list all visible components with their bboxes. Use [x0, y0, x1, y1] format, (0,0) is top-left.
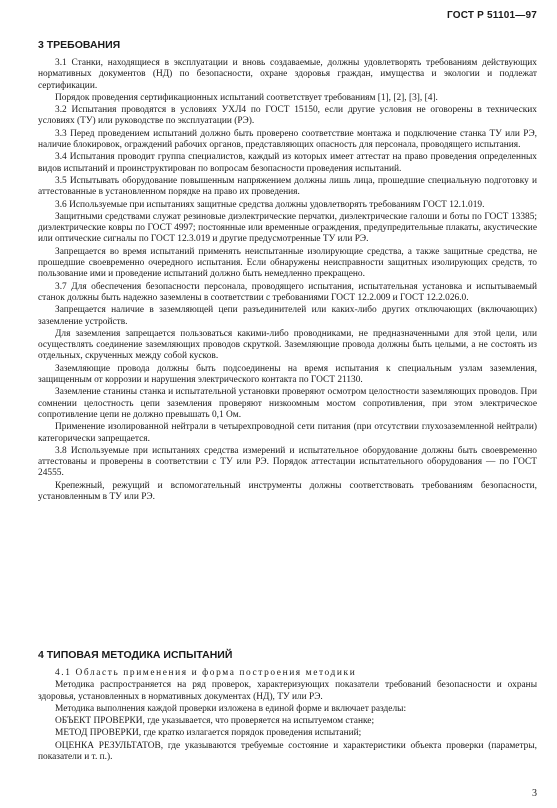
- section-3-title: 3 ТРЕБОВАНИЯ: [38, 39, 121, 51]
- paragraph-3-8-tools: Крепежный, режущий и вспомогательный инструменты должны соответствовать требованиям безопасности, установленным в ТУ или РЭ.: [38, 480, 537, 502]
- section-4-body: [38, 668, 537, 763]
- paragraph-3-7-grounding-wires: Заземляющие провода должны быть подсоединены на время испытания к специальным узлам заземления, защищенным от коррозии и нарушения электрического контакта по ГОСТ 21130.: [38, 363, 537, 386]
- paragraph-3-6-prohibition: Запрещается во время испытаний применять неиспытанные изолирующие средства, а также защитные средства, не прошедшие своевременно очередного испытания. Если обнаружены неисправности защитных изолирующих средств, то пользование ими и проведение испытаний должно быть немедленно прекращено.: [38, 246, 537, 280]
- paragraph-3-3: 3.3 Перед проведением испытаний должно быть проверено соответствие монтажа и подключение станка ТУ или РЭ, наличие блокировок, ограждений рабочих органов, представляющих опасность для персонала, проводящего испытания.: [38, 128, 537, 151]
- paragraph-4-1-form: Методика выполнения каждой проверки изложена в единой форме и включает разделы:: [55, 703, 407, 714]
- paragraph-4-1-object: ОБЪЕКТ ПРОВЕРКИ, где указывается, что проверяется на испытуемом станке;: [55, 716, 375, 727]
- section-3-body: [38, 58, 537, 503]
- paragraph-3-4: 3.4 Испытания проводит группа специалистов, каждый из которых имеет аттестат на право проведения определенных видов испытаний и проинструктирован по вопросам безопасности проведения испытаний.: [38, 152, 537, 174]
- paragraph-3-6-protective-means: Защитными средствами служат резиновые диэлектрические перчатки, диэлектрические галоши и боты по ГОСТ 13385; диэлектрические ковры по ГОСТ 4997; постоянные или временные ограждения, предупредительные плакаты, акустические или оптические сигналы по ГОСТ 12.3.019 и другие предусмотренные ТУ или РЭ.: [38, 211, 537, 245]
- document-header: ГОСТ Р 51101—97: [446, 10, 537, 21]
- paragraph-4-1-method: МЕТОД ПРОВЕРКИ, где кратко излагается порядок проведения испытаний;: [55, 728, 362, 739]
- paragraph-3-7-frame-grounding: Заземление станины станка и испытательной установки проверяют осмотром целостности заземляющих проводов. При сомнении целостность цепи заземления проверяют низкоомным мостом сопротивления, при этом электрическое сопротивление цепи не должно превышать 0,1 Ом.: [38, 387, 537, 420]
- paragraph-3-7: 3.7 Для обеспечения безопасности персонала, проводящего испытания, испытательная установка и испытываемый станок должны быть надежно заземлены в соответствии с требованиями ГОСТ 12.2.009 и ГОСТ 12.2.026.0.: [38, 281, 537, 303]
- paragraph-4-1-evaluation: ОЦЕНКА РЕЗУЛЬТАТОВ, где указываются требуемые состояние и характеристики объекта проверки (параметры, показатели и т. п.).: [38, 740, 537, 763]
- section-4-title: 4 ТИПОВАЯ МЕТОДИКА ИСПЫТАНИЙ: [38, 649, 233, 661]
- paragraph-3-1: 3.1 Станки, находящиеся в эксплуатации и вновь создаваемые, должны удовлетворять требованиям действующих нормативных документов (НД) по безопасности, охране здоровья граждан, имущества и экологии и подлежат сертификации.: [38, 58, 537, 91]
- paragraph-3-7-disconnectors: Запрещается наличие в заземляющей цепи разъединителей или каких-либо других отключающих (включающих) заземление устройств.: [38, 305, 537, 327]
- subsection-4-1-title: 4.1 Область применения и форма построения методики: [55, 668, 357, 678]
- paragraph-3-8: 3.8 Используемые при испытаниях средства измерений и испытательное оборудование должны быть своевременно аттестованы и проверены в соответствии с ТУ или РЭ. Порядок аттестации испытательного оборудования — по ГОСТ 24555.: [38, 445, 537, 479]
- paragraph-3-7-conductors: Для заземления запрещается пользоваться какими-либо проводниками, не предназначенными для этой цели, или осуществлять соединение заземляющих проводов скруткой. Заземляющие провода должны быть целыми, а не состоять из отдельных, скрученных между собой кусков.: [38, 328, 537, 362]
- paragraph-3-5: 3.5 Испытывать оборудование повышенным напряжением должны лишь лица, прошедшие специальную подготовку и аттестованные в установленном порядке на право их проведения.: [38, 175, 537, 198]
- paragraph-3-2: 3.2 Испытания проводятся в условиях УХЛ4 по ГОСТ 15150, если другие условия не оговорены в технических условиях (ТУ) или руководстве по эксплуатации (РЭ).: [38, 105, 537, 127]
- paragraph-4-1-scope: Методика распространяется на ряд проверок, характеризующих показатели требований безопасности и охраны здоровья, установленных в нормативных документах (НД), ТУ или РЭ.: [38, 680, 537, 702]
- paragraph-3-6: 3.6 Используемые при испытаниях защитные средства должны удовлетворять требованиям ГОСТ 12.1.019.: [55, 199, 485, 210]
- page-number: 3: [532, 788, 537, 799]
- paragraph-3-1-order: Порядок проведения сертификационных испытаний соответствует требованиям [1], [2], [3], [4].: [55, 92, 438, 103]
- paragraph-3-7-isolated-neutral: Применение изолированной нейтрали в четырехпроводной сети питания (при отсутствии глухозаземленной нейтрали) категорически запрещается.: [38, 422, 537, 444]
